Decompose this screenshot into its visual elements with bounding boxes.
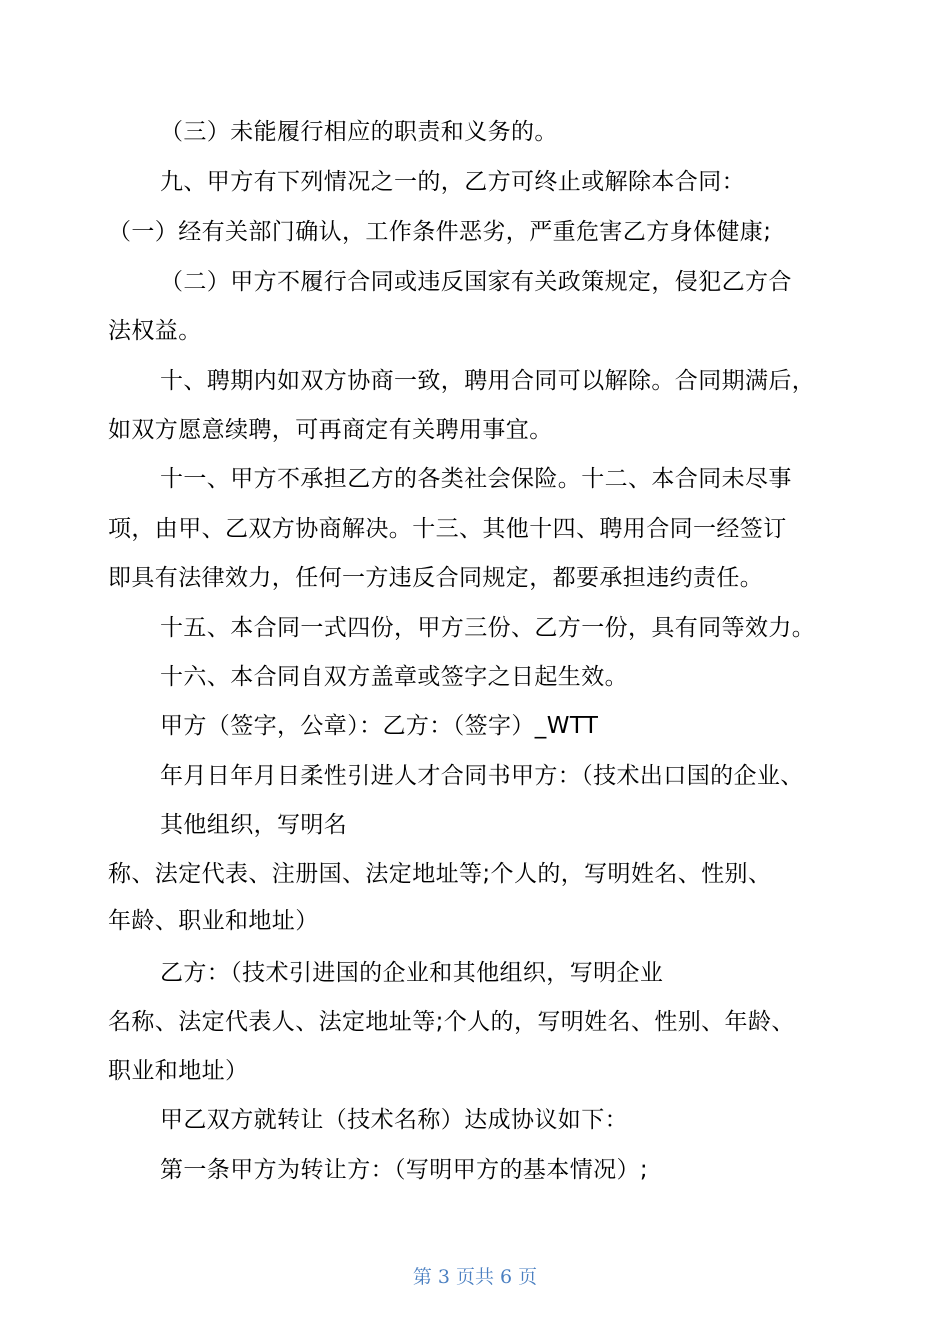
- text-line: 项，由甲、乙双方协商解决。十三、其他十四、聘用合同一经签订: [108, 516, 787, 542]
- text-line: 九、甲方有下列情况之一的，乙方可终止或解除本合同：: [160, 169, 745, 195]
- text-line: （一）经有关部门确认，工作条件恶劣，严重危害乙方身体健康;: [108, 219, 772, 245]
- text-line: 十六、本合同自双方盖章或签字之日起生效。: [160, 664, 628, 690]
- text-line: 第一条甲方为转让方：（写明甲方的基本情况）;: [160, 1157, 649, 1183]
- text-line: 乙方：（技术引进国的企业和其他组织，写明企业: [160, 960, 664, 986]
- page-number-footer: 第 3 页共 6 页: [412, 1266, 538, 1288]
- text-line: 法权益。: [108, 318, 202, 344]
- text-line: （三）未能履行相应的职责和义务的。: [160, 119, 558, 145]
- text-line: 甲方（签字，公章）：乙方：（签字）_WTT: [160, 713, 599, 739]
- text-line: 十五、本合同一式四份，甲方三份、乙方一份，具有同等效力。: [160, 615, 816, 641]
- text-line: 年月日年月日柔性引进人才合同书甲方：（技术出口国的企业、: [160, 763, 804, 789]
- text-line: 年龄、职业和地址）: [108, 908, 319, 934]
- text-line: 十、聘期内如双方协商一致，聘用合同可以解除。合同期满后，: [160, 368, 816, 394]
- text-line: 十一、甲方不承担乙方的各类社会保险。十二、本合同未尽事: [160, 466, 792, 492]
- text-line: 其他组织，写明名: [160, 812, 348, 838]
- text-line: （二）甲方不履行合同或违反国家有关政策规定，侵犯乙方合: [160, 269, 792, 295]
- text-line: 职业和地址）: [108, 1058, 249, 1084]
- text-line: 如双方愿意续聘，可再商定有关聘用事宜。: [108, 417, 553, 443]
- text-line: 称、法定代表、注册国、法定地址等;个人的，写明姓名、性别、: [108, 861, 772, 887]
- text-line: 即具有法律效力，任何一方违反合同规定，都要承担违约责任。: [108, 565, 764, 591]
- text-line: 名称、法定代表人、法定地址等;个人的，写明姓名、性别、年龄、: [108, 1009, 795, 1035]
- text-line: 甲乙双方就转让（技术名称）达成协议如下：: [160, 1107, 628, 1133]
